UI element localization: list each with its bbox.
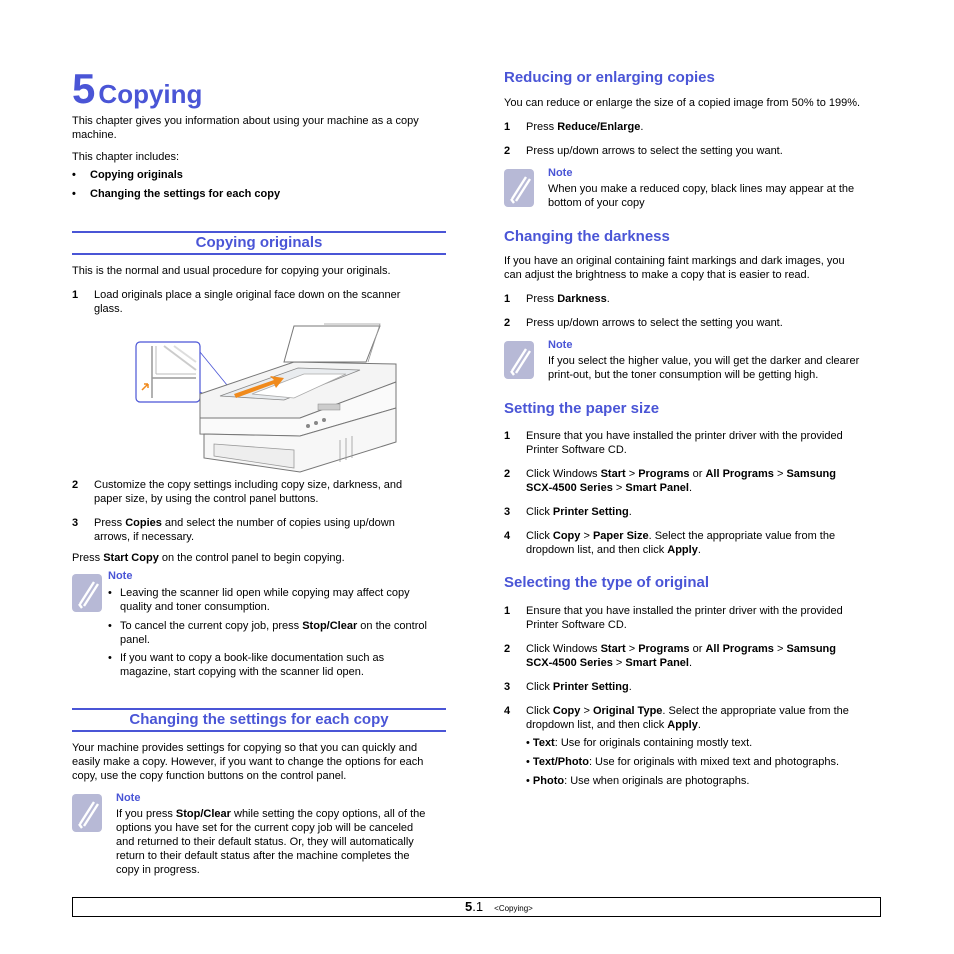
changing-settings-paragraph: Your machine provides settings for copying so that you can quickly and easily make a copy. However, if you want to change the options for each copy, use the copy function buttons on the control panel. xyxy=(72,742,424,782)
chapter-number: 5 xyxy=(72,65,96,112)
note-label: Note xyxy=(548,339,573,351)
intro-includes: This chapter includes: xyxy=(72,151,179,163)
intro-paragraph-line2: machine. xyxy=(72,129,117,141)
heading-paper-size: Setting the paper size xyxy=(504,400,660,417)
note-pen-icon xyxy=(72,574,102,612)
note-item-3: • If you want to copy a book-like documentation such as magazine, start copying with the scanner lid open. xyxy=(108,652,385,678)
orig-option-photo: • Photo: Use when originals are photographs. xyxy=(526,775,750,787)
press-start-copy: Press Start Copy on the control panel to begin copying. xyxy=(72,552,345,564)
heading-original-type: Selecting the type of original xyxy=(504,574,710,591)
orig-option-text-photo: • Text/Photo: Use for originals with mixed text and photographs. xyxy=(526,756,840,768)
reducing-paragraph: You can reduce or enlarge the size of a copied image from 50% to 199%. xyxy=(504,97,861,109)
darkness-note: If you select the higher value, you will get the darker and clearer print-out, but the toner consumption will be getting high. xyxy=(548,355,860,381)
note-pen-icon xyxy=(504,169,534,207)
note-item-1: • Leaving the scanner lid open while copying may affect copy quality and toner consumption. xyxy=(108,587,410,613)
page-number: 5 xyxy=(465,899,473,914)
note-label: Note xyxy=(108,570,133,582)
intro-bullet-1: • Copying originals xyxy=(72,169,183,181)
heading-darkness: Changing the darkness xyxy=(504,228,670,245)
note-label: Note xyxy=(116,792,141,804)
footer-chapter: <Copying> xyxy=(494,904,533,913)
note-item-2: • To cancel the current copy job, press Stop/Clear on the control panel. xyxy=(108,620,427,646)
reducing-note: When you make a reduced copy, black lines may appear at the bottom of your copy xyxy=(548,183,855,209)
heading-reducing: Reducing or enlarging copies xyxy=(504,69,715,86)
page-number-sub: .1 xyxy=(472,899,484,914)
section-heading-copying-originals: Copying originals xyxy=(72,231,446,255)
note-pen-icon xyxy=(72,794,102,832)
note-label: Note xyxy=(548,167,573,179)
intro-bullet-2: • Changing the settings for each copy xyxy=(72,188,281,200)
orig-option-text: • Text: Use for originals containing mostly text. xyxy=(526,737,753,749)
chapter-name: Copying xyxy=(98,79,203,109)
intro-paragraph-line1: This chapter gives you information about using your machine as a copy xyxy=(72,115,419,127)
darkness-paragraph: If you have an original containing faint markings and dark images, you can adjust the brightness to make a copy that is easier to read. xyxy=(504,255,845,281)
changing-settings-note: If you press Stop/Clear while setting the copy options, all of the options you have set for the current copy job will be canceled and returned to their default status. Or, they will automatically return to their default status after the machine completes the copy in progress. xyxy=(116,808,426,876)
copying-originals-intro: This is the normal and usual procedure for copying your originals. xyxy=(72,265,391,277)
note-pen-icon xyxy=(504,341,534,379)
page-footer xyxy=(72,897,881,917)
scanner-illustration xyxy=(134,322,404,474)
section-heading-changing-settings: Changing the settings for each copy xyxy=(72,708,446,732)
